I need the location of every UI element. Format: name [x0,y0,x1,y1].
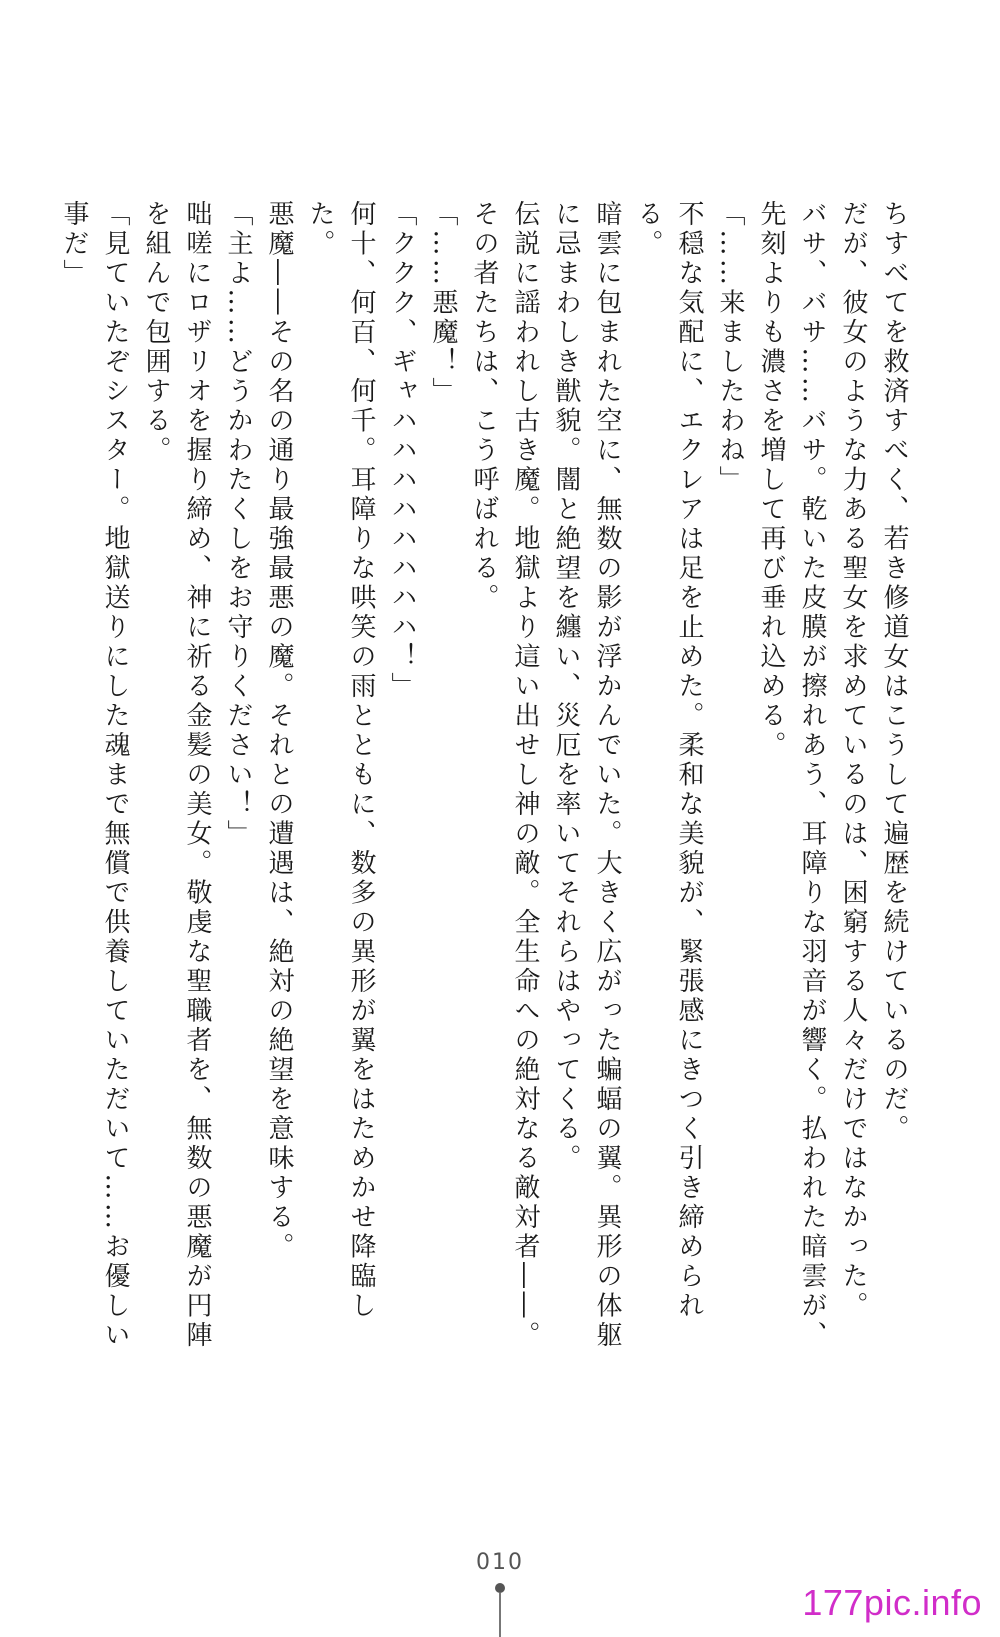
paragraph: その者たちは、こう呼ばれる。 [469,200,499,613]
paragraph: 咄嗟にロザリオを握り締め、神に祈る金髪の美女。敬虔な聖職者を、無数の悪魔が円陣を組んで包囲する。 [141,200,212,1351]
paragraph: 何十、何百、何千。耳障りな哄笑の雨とともに、数多の異形が翼をはためかせ降臨した。 [305,200,376,1321]
paragraph: 悪魔――その名の通り最強最悪の魔。それとの遭遇は、絶対の絶望を意味する。 [264,200,294,1262]
page-number: 010 [476,1550,524,1575]
dialogue-line: 「……来ましたわね」 [715,200,745,495]
dialogue-line: 「見ていたぞシスター。地獄送りにした魂まで無償で供養していただいて……お優しい事だ」 [59,200,130,1351]
dialogue-line: 「主よ……どうかわたくしをお守りください！」 [223,200,253,849]
paragraph: バサ、バサ……バサ。乾いた皮膜が擦れあう、耳障りな羽音が響く。払われた暗雲が、先刻よりも濃さを増して再び垂れ込める。 [756,200,827,1351]
paragraph: 暗雲に包まれた空に、無数の影が浮かんでいた。大きく広がった蝙蝠の翼。異形の体躯に忌まわしき獣貌。闇と絶望を纏い、災厄を率いてそれらはやってくる。 [551,200,622,1351]
watermark-text: 177pic.info [802,1582,982,1623]
folio-divider [499,1593,501,1637]
body-text [53,200,914,1360]
dialogue-line: 「……悪魔！」 [428,200,458,407]
paragraph: 不穏な気配に、エクレアは足を止めた。柔和な美貌が、緊張感にきつく引き締められる。 [633,200,704,1321]
dialogue-line: 「ククク、ギャハハハハハハハハ！」 [387,200,417,702]
paragraph: 伝説に謡われし古き魔。地獄より這い出せし神の敵。全生命への絶対なる敵対者――。 [510,200,540,1351]
folio-dot-icon [495,1583,505,1593]
paragraph: ちすべてを救済すべく、若き修道女はこうして遍歴を続けているのだ。 [879,200,909,1144]
paragraph: だが、彼女のような力ある聖女を求めているのは、困窮する人々だけではなかった。 [838,200,868,1321]
